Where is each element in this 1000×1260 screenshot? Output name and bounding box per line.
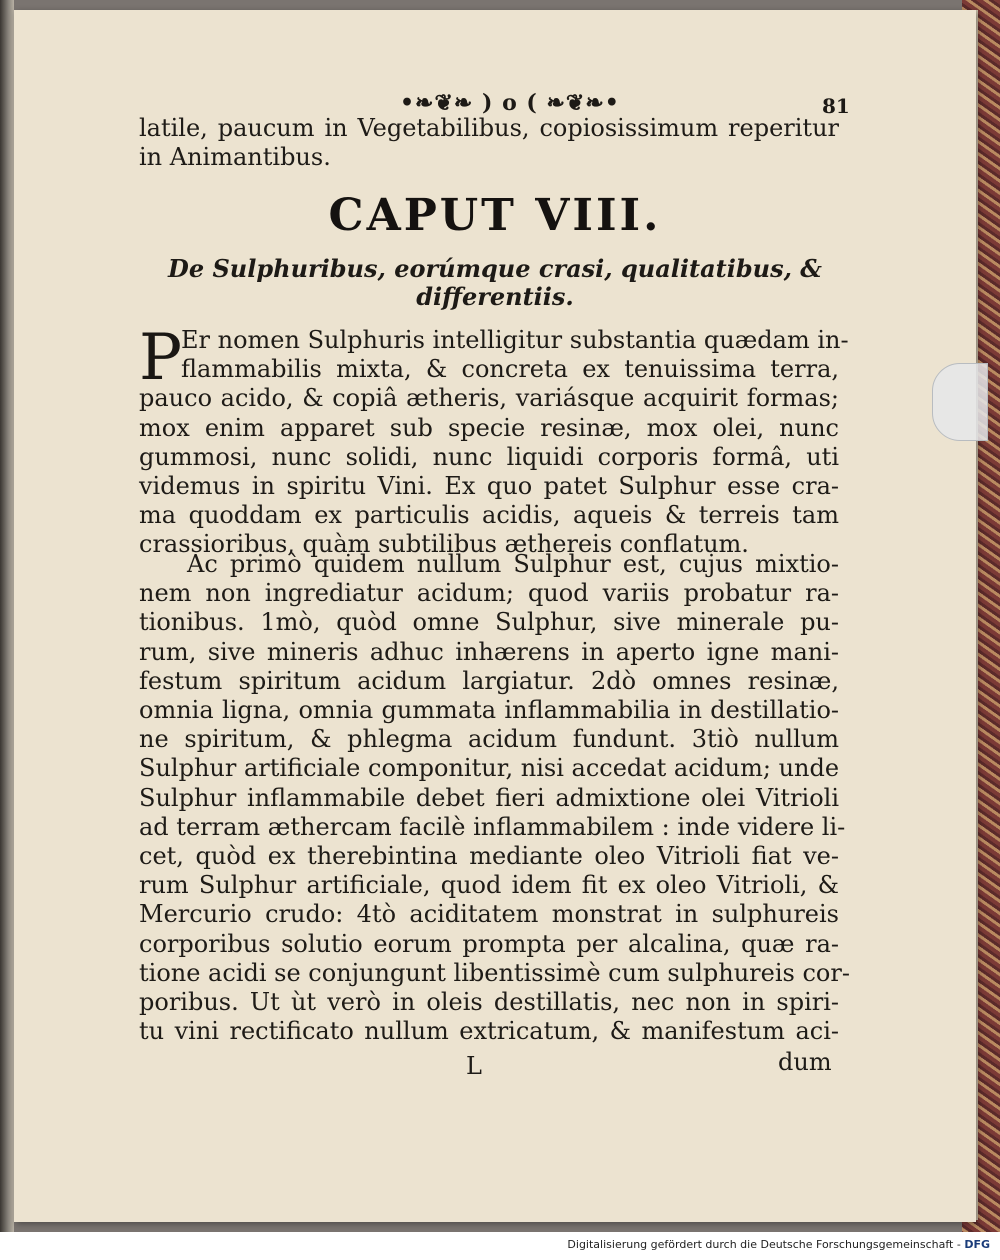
text-line: rum, sive mineris adhuc inhærens in aperto igne mani- (139, 637, 839, 666)
dfg-logo: DFG (964, 1238, 990, 1251)
book-page (14, 10, 976, 1222)
dfg-attribution (567, 1238, 990, 1251)
text-line: omnia ligna, omnia gummata inflammabilia in destillatio- (139, 696, 839, 725)
page-number: 81 (822, 94, 850, 118)
catchword: dum (778, 1048, 832, 1076)
text-line: festum spiritum acidum largiatur. 2dò omnes resinæ, (139, 666, 839, 695)
text-line: gummosi, nunc solidi, nunc liquidi corporis formâ, uti (139, 442, 839, 471)
text-line: in Animantibus. (139, 143, 331, 172)
chapter-title: CAPUT VIII. (328, 190, 662, 241)
text-line: tionibus. 1mò, quòd omne Sulphur, sive minerale pu- (139, 608, 839, 637)
text-line: Er nomen Sulphuris intelligitur substantia quædam in- (181, 326, 849, 354)
text-line: ma quoddam ex particulis acidis, aqueis & terreis tam (139, 501, 839, 530)
text-line: corporibus solutio eorum prompta per alcalina, quæ ra- (139, 929, 839, 958)
text-line: tu vini rectificato nullum extricatum, & manifestum aci- (139, 1017, 839, 1046)
text-line: ne spiritum, & phlegma acidum fundunt. 3tiò nullum (139, 725, 839, 754)
text-line: crassioribus, quàm subtilibus æthereis conflatum. (139, 530, 749, 559)
text-line: videmus in spiritu Vini. Ex quo patet Sulphur esse cra- (139, 472, 839, 501)
paragraph-1 (139, 321, 849, 560)
drop-cap: P (139, 321, 183, 395)
text-line: pauco acido, & copiâ ætheris, variásque acquirit formas; (139, 384, 839, 413)
text-line: Sulphur inflammabile debet fieri admixtione olei Vitrioli (139, 783, 839, 812)
text-line: Sulphur artificiale componitur, nisi accedat acidum; unde (139, 754, 840, 783)
text-line: flammabilis mixta, & concreta ex tenuissima terra, (181, 355, 839, 384)
text-line: poribus. Ut ùt verò in oleis destillatis, nec non in spiri- (139, 988, 839, 1017)
text-line: cet, quòd ex therebintina mediante oleo Vitrioli fiat ve- (139, 842, 839, 871)
carryover-text (139, 114, 839, 172)
text-line: rum Sulphur artificiale, quod idem fit ex oleo Vitrioli, & (139, 871, 839, 900)
attribution-text: Digitalisierung gefördert durch die Deutsche Forschungsgemeinschaft - (567, 1238, 961, 1251)
text-line: tione acidi se conjungunt libentissimè cum sulphureis cor- (139, 958, 850, 987)
text-line: ad terram æthercam facilè inflammabilem : inde videre li- (139, 812, 846, 841)
text-line: latile, paucum in Vegetabilibus, copiosissimum reperitur (139, 114, 839, 142)
paragraph-2 (139, 550, 850, 1046)
page-tab-marker (932, 363, 988, 441)
text-line: nem non ingrediatur acidum; quod variis probatur ra- (139, 579, 839, 608)
text-line: mox enim apparet sub specie resinæ, mox olei, nunc (139, 413, 839, 442)
text-line: Ac primò quidem nullum Sulphur est, cujus mixtio- (187, 550, 839, 578)
running-header-ornament: •❧❦❧ ) o ( ❧❦❧• (400, 90, 620, 116)
signature-mark: L (466, 1052, 482, 1080)
text-line: Mercurio crudo: 4tò aciditatem monstrat in sulphureis (139, 900, 839, 929)
chapter-subtitle: De Sulphuribus, eorúmque crasi, qualitatibus, & (168, 254, 822, 283)
book-left-edge (0, 0, 14, 1260)
chapter-subtitle-continued: differentiis. (416, 282, 574, 311)
